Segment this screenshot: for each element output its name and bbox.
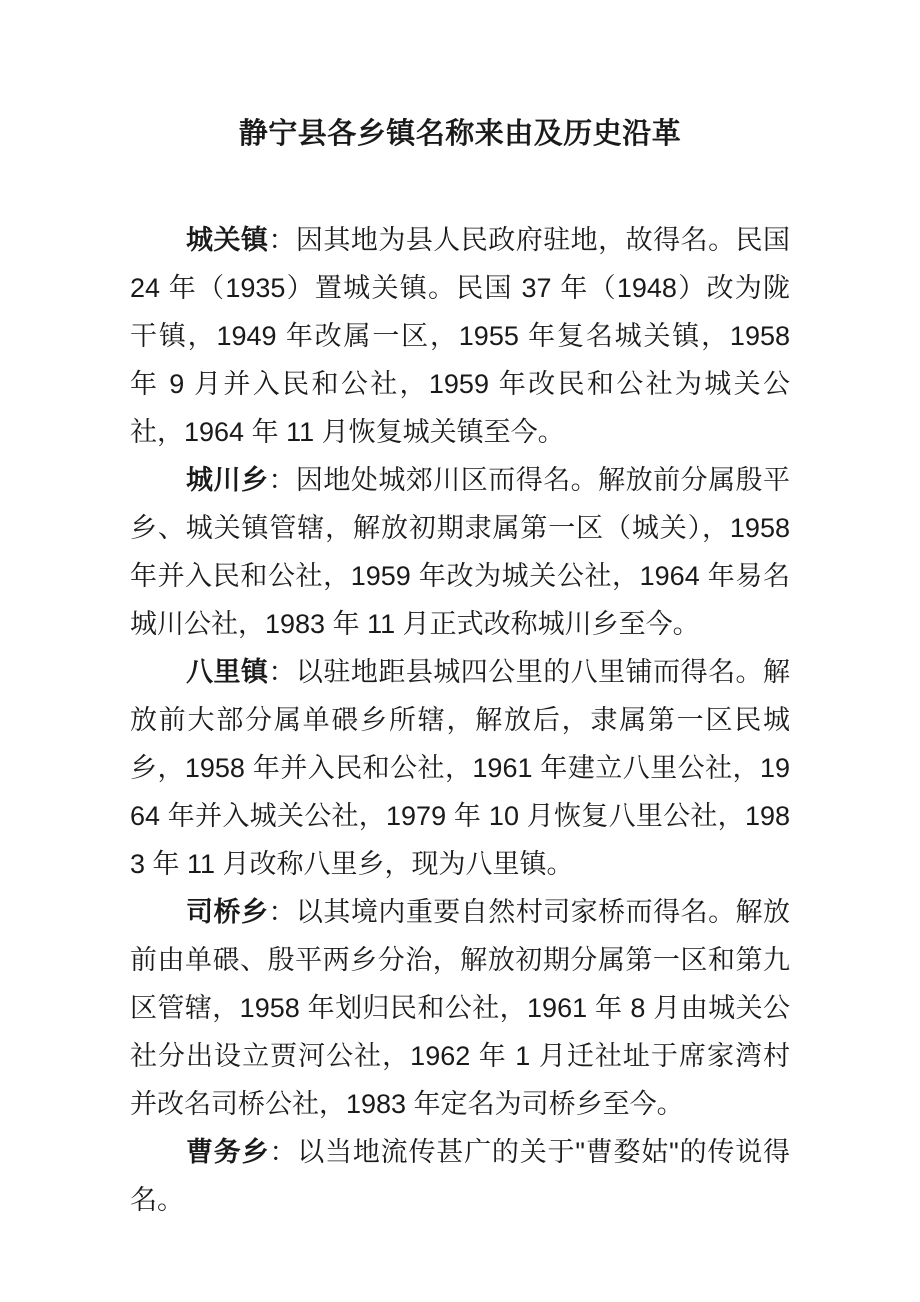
page-title: 静宁县各乡镇名称来由及历史沿革: [238, 118, 682, 150]
paragraph-bali-town: [130, 648, 790, 888]
paragraph-caowu-township: [130, 1128, 790, 1224]
township-separator: ：: [268, 465, 296, 495]
document-body: [130, 216, 790, 1224]
township-separator: ：: [268, 225, 296, 255]
township-description: 以当地流传甚广的关于"曹婺姑"的传说得名。: [130, 1137, 791, 1215]
township-name: 城关镇: [186, 225, 269, 255]
township-separator: ：: [268, 897, 296, 927]
paragraph-chengchuan-township: [130, 456, 790, 648]
township-separator: ：: [268, 657, 296, 687]
township-description: 因地处城郊川区而得名。解放前分属殷平乡、城关镇管辖，解放初期隶属第一区（城关），1958 年并入民和公社，1959 年改为城关公社，1964 年易名城川公社，1983 年 11 月正式改称城川乡至今。: [130, 465, 791, 639]
township-name: 司桥乡: [186, 897, 269, 927]
paragraph-chengguan-town: [130, 216, 790, 456]
township-name: 曹务乡: [186, 1137, 270, 1167]
paragraph-siqiao-township: [130, 888, 790, 1128]
township-description: 以其境内重要自然村司家桥而得名。解放前由单碨、殷平两乡分治，解放初期分属第一区和第九区管辖，1958 年划归民和公社，1961 年 8 月由城关公社分出设立贾河公社，1962 年 1 月迁社址于席家湾村并改名司桥公社，1983 年定名为司桥乡至今。: [130, 897, 791, 1119]
township-name: 八里镇: [186, 657, 269, 687]
township-name: 城川乡: [186, 465, 269, 495]
township-separator: ：: [269, 1137, 298, 1167]
township-description: 因其地为县人民政府驻地，故得名。民国 24 年（1935）置城关镇。民国 37 年（1948）改为陇干镇，1949 年改属一区，1955 年复名城关镇，1958 年 9 月并入民和公社，1959 年改民和公社为城关公社，1964 年 11 月恢复城关镇至今。: [130, 225, 791, 447]
township-description: 以驻地距县城四公里的八里铺而得名。解放前大部分属单碨乡所辖，解放后，隶属第一区民城乡，1958 年并入民和公社，1961 年建立八里公社，1964 年并入城关公社，1979 年 10 月恢复八里公社，1983 年 11 月改称八里乡，现为八里镇。: [130, 657, 791, 879]
